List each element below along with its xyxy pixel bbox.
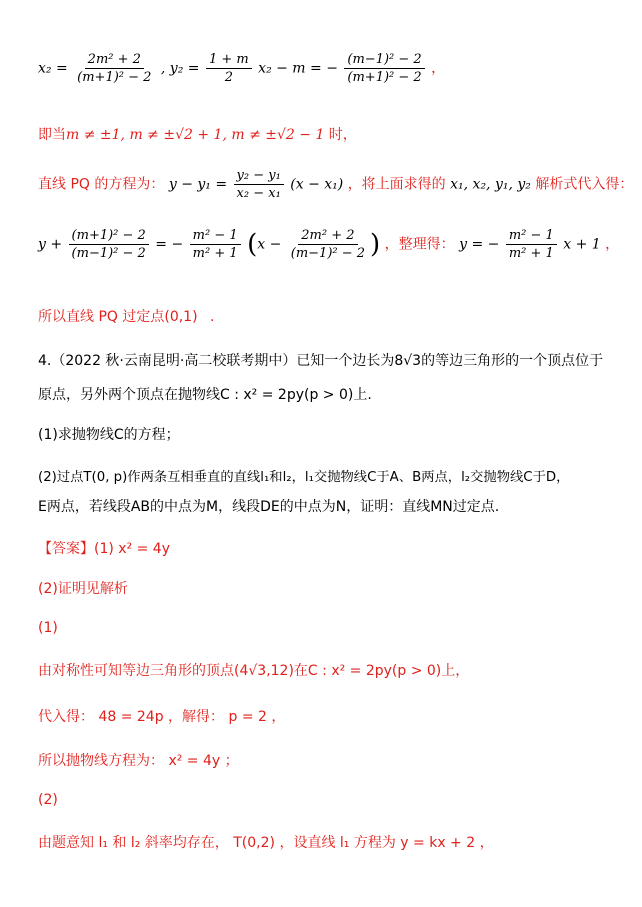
line-pq-equation bbox=[38, 168, 633, 201]
fixed-point-text: 所以直线 PQ 过定点(0,1) bbox=[38, 309, 198, 325]
condition-prefix: 即当 bbox=[38, 127, 66, 143]
numerator: m² − 1 bbox=[190, 228, 241, 245]
pq-rhs: (x − x₁) bbox=[290, 176, 344, 193]
denominator: m² + 1 bbox=[508, 246, 554, 261]
part-2-label: (2) bbox=[38, 792, 58, 808]
fraction bbox=[506, 228, 557, 261]
denominator: (m−1)² − 2 bbox=[71, 246, 146, 261]
answer-line bbox=[38, 538, 170, 558]
denominator: 2 bbox=[224, 70, 233, 85]
formula-text: y + bbox=[38, 236, 63, 253]
question-1: (1)求抛物线C的方程； bbox=[38, 427, 180, 443]
formula-text: ， bbox=[431, 60, 446, 77]
condition-line bbox=[38, 124, 357, 144]
fraction bbox=[74, 52, 154, 85]
problem-4-line-1: 4.（2022 秋·云南昆明·高二校联考期中）已知一个边长为8√3的等边三角形的一个顶点位于 bbox=[38, 353, 604, 369]
question-2-line-2: E两点，若线段AB的中点为M，线段DE的中点为N，证明：直线MN过定点. bbox=[38, 499, 500, 515]
numerator: m² − 1 bbox=[506, 228, 557, 245]
question-2-line-1: (2)过点T(0, p)作两条互相垂直的直线l₁和l₂，l₁交抛物线C于A、B两点，l₂交抛物线C于D， bbox=[38, 470, 570, 485]
pq-lhs: y − y₁ = bbox=[168, 176, 228, 193]
problem-4-line-2: 原点，另外两个顶点在抛物线C : x² = 2py(p > 0)上. bbox=[38, 387, 372, 403]
fixed-point-line bbox=[38, 306, 214, 326]
numerator: 2m² + 2 bbox=[298, 228, 357, 245]
formula-substituted: y + $\frac{\text{(m+1)² − 2}}{\text{(m−1)² − 2}}$ = − $\frac{\text{m² − 1}}{\text{m² + 1}}$ (x − $\frac{\text{2m² + 2}}{\text{(m−1)² − 2}}$ ) ，整理得： y = − $\frac{\text{m² − 1}}{\text{m² + 1}}$ x + 1 ， bbox=[38, 228, 620, 261]
answer-1: (1) x² = 4y bbox=[94, 541, 171, 557]
numerator: y₂ − y₁ bbox=[234, 168, 284, 185]
formula-text: y = − bbox=[459, 236, 500, 253]
formula-text: ， bbox=[605, 236, 620, 253]
fraction bbox=[190, 228, 241, 261]
denominator: x₂ − x₁ bbox=[236, 186, 281, 201]
answer-2: (2)证明见解析 bbox=[38, 581, 128, 597]
numerator: 1 + m bbox=[206, 52, 252, 69]
fraction bbox=[344, 52, 424, 85]
pq-vars: x₁, x₂, y₁, y₂ bbox=[450, 176, 531, 193]
pq-prefix: 直线 PQ 的方程为： bbox=[38, 176, 165, 193]
numerator: (m−1)² − 2 bbox=[344, 52, 424, 69]
fixed-point-dot: . bbox=[210, 309, 215, 325]
solution-step-4: 由题意知 l₁ 和 l₂ 斜率均存在， T(0,2) ，设直线 l₁ 方程为 y = kx + 2 ， bbox=[38, 835, 494, 851]
formula-text: x₂ = bbox=[38, 60, 68, 77]
denominator: (m+1)² − 2 bbox=[77, 70, 152, 85]
denominator: (m−1)² − 2 bbox=[290, 246, 366, 261]
answer-tag: 【答案】 bbox=[38, 541, 94, 557]
solution-step-3: 所以抛物线方程为： x² = 4y ； bbox=[38, 753, 239, 769]
pq-mid: ，将上面求得的 bbox=[347, 176, 446, 193]
condition-math: m ≠ ±1, m ≠ ±√2 + 1, m ≠ ±√2 − 1 bbox=[66, 127, 325, 143]
fraction bbox=[234, 168, 284, 201]
part-1-label: (1) bbox=[38, 620, 58, 636]
condition-suffix: 时， bbox=[324, 127, 357, 143]
numerator: (m+1)² − 2 bbox=[69, 228, 149, 245]
formula-x2-y2 bbox=[38, 52, 445, 85]
pq-suffix: 解析式代入得： bbox=[535, 176, 634, 193]
formula-text: , y₂ = bbox=[160, 60, 200, 77]
formula-text: x − bbox=[257, 236, 282, 253]
fraction bbox=[69, 228, 149, 261]
solution-step-1: 由对称性可知等边三角形的顶点(4√3,12)在C : x² = 2py(p > 0)上， bbox=[38, 663, 470, 679]
denominator: (m+1)² − 2 bbox=[347, 70, 422, 85]
denominator: m² + 1 bbox=[192, 246, 238, 261]
tidy-text: ，整理得： bbox=[384, 236, 455, 253]
formula-text: x + 1 bbox=[563, 236, 601, 253]
formula-text: x₂ − m = − bbox=[258, 60, 338, 77]
numerator: 2m² + 2 bbox=[85, 52, 144, 69]
formula-text: = − bbox=[155, 236, 184, 253]
fraction bbox=[206, 52, 252, 85]
fraction bbox=[288, 228, 368, 261]
solution-step-2: 代入得： 48 = 24p ，解得： p = 2 ， bbox=[38, 709, 286, 725]
